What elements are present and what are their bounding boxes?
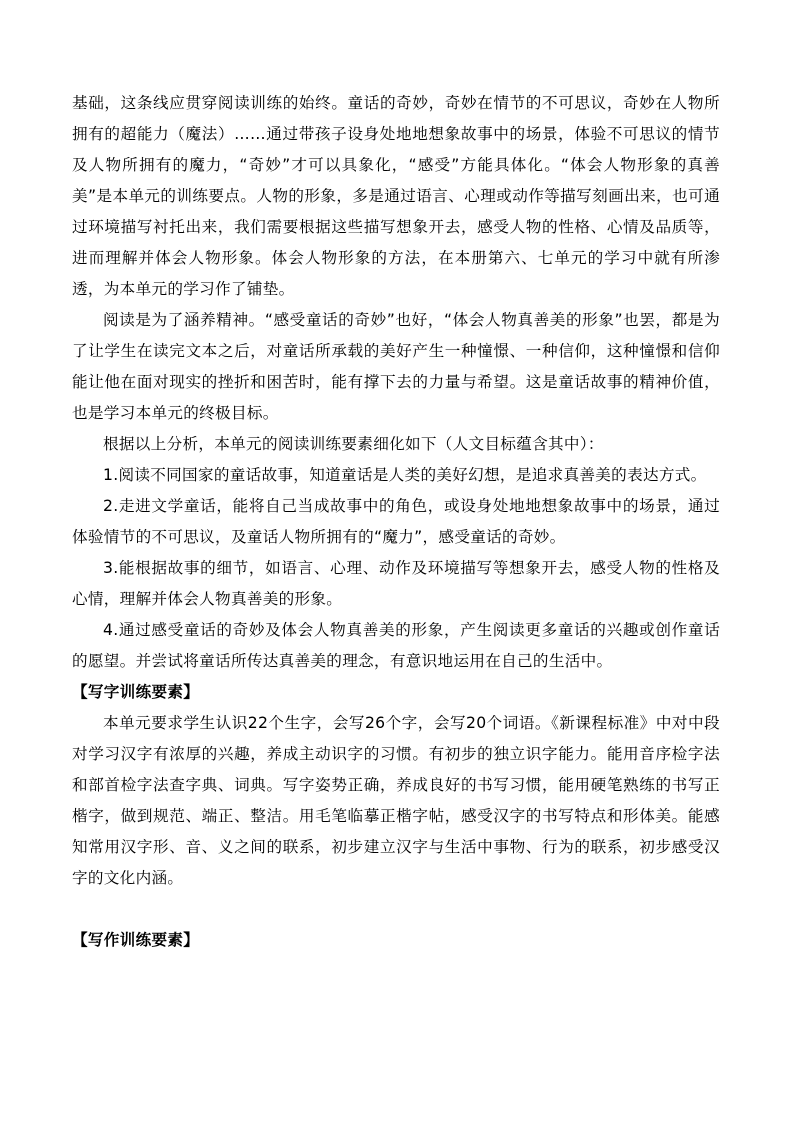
reading-item-1: 1.阅读不同国家的童话故事，知道童话是人类的美好幻想，是追求真善美的表达方式。 [103, 466, 707, 484]
writing-chars-paragraph: 本单元要求学生认识22个生字，会写26个字，会写20个词语。《新课程标准》中对中段对学习汉字有浓厚的兴趣，养成主动识字的习惯。有初步的独立识字能力。能用音序检字法和部首检字法查字典、词典。写字姿势正确，养成良好的书写习惯，能用硬笔熟练的书写正楷字，做到规范、端正、整洁。用毛笔临摹正楷字帖，感受汉字的书写特点和形体美。能感知常用汉字形、音、义之间的联系，初步建立汉字与生活中事物、行为的联系，初步感受汉字的文化内涵。 [72, 714, 720, 887]
writing-composition-heading: 【写作训练要素】 [72, 931, 200, 949]
reading-item-3: 3.能根据故事的细节，如语言、心理、动作及环境描写等想象开去，感受人物的性格及心情，理解并体会人物真善美的形象。 [72, 559, 720, 608]
reading-paragraph-2: 阅读是为了涵养精神。“感受童话的奇妙”也好，“体会人物真善美的形象”也罢，都是为了让学生在读完文本之后，对童话所承载的美好产生一种憧憬、一种信仰，这种憧憬和信仰能让他在面对现实的挫折和困苦时，能有撑下去的力量与希望。这是童话故事的精神价值，也是学习本单元的终极目标。 [72, 311, 720, 422]
reading-paragraph-3: 根据以上分析，本单元的阅读训练要素细化如下（人文目标蕴含其中）： [103, 435, 604, 453]
writing-chars-heading: 【写字训练要素】 [72, 683, 200, 701]
section-gap [72, 894, 720, 925]
reading-paragraph-1: 基础，这条线应贯穿阅读训练的始终。童话的奇妙，奇妙在情节的不可思议，奇妙在人物所拥有的超能力（魔法）……通过带孩子设身处地地想象故事中的场景，体验不可思议的情节及人物所拥有的魔力，“奇妙”才可以具象化，“感受”方能具体化。“体会人物形象的真善美”是本单元的训练要点。人物的形象，多是通过语言、心理或动作等描写刻画出来，也可通过环境描写衬托出来，我们需要根据这些描写想象开去，感受人物的性格、心情及品质等，进而理解并体会人物形象。体会人物形象的方法，在本册第六、七单元的学习中就有所渗透，为本单元的学习作了铺垫。 [72, 94, 720, 298]
reading-item-2: 2.走进文学童话，能将自己当成故事中的角色，或设身处地地想象故事中的场景，通过体验情节的不可思议，及童话人物所拥有的“魔力”，感受童话的奇妙。 [72, 497, 720, 546]
document-page [72, 88, 720, 956]
reading-item-4: 4.通过感受童话的奇妙及体会人物真善美的形象，产生阅读更多童话的兴趣或创作童话的愿望。并尝试将童话所传达真善美的理念，有意识地运用在自己的生活中。 [72, 621, 720, 670]
